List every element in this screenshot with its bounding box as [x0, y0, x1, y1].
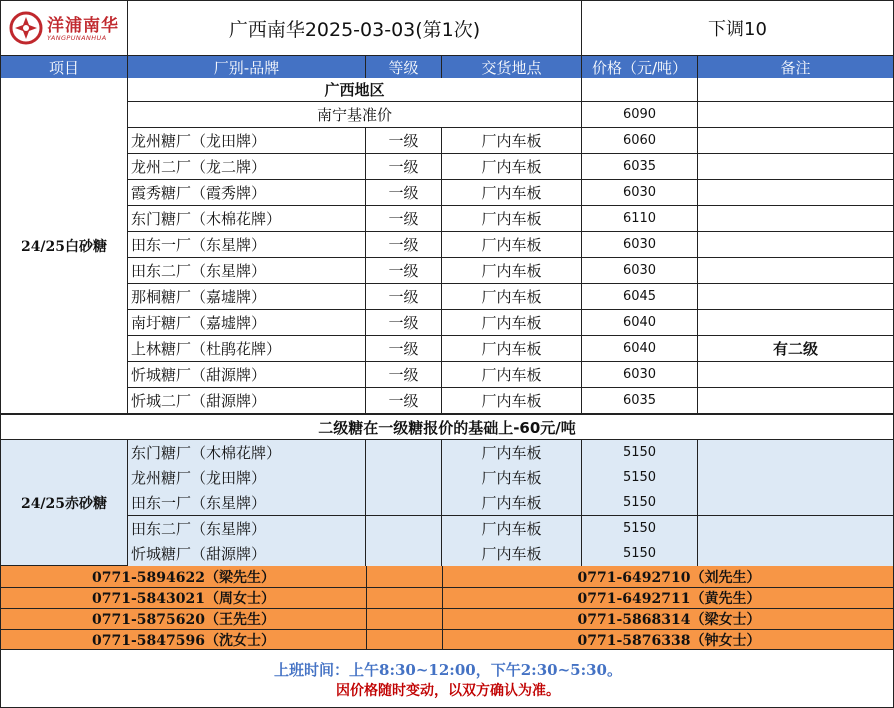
contact-gap: [367, 609, 443, 629]
price-text: 6045: [622, 289, 657, 304]
factory-cell: [128, 440, 366, 466]
grade-cell: [366, 206, 442, 232]
delivery-cell: [442, 465, 582, 491]
factory-text: 龙州二厂（龙二牌）: [131, 158, 267, 176]
base-remark-empty: [698, 102, 894, 128]
delivery-text: 厂内车板: [481, 366, 542, 384]
factory-cell: [128, 206, 366, 232]
price-cell: [582, 232, 698, 258]
grade-cell: [366, 336, 442, 362]
contact-left[interactable]: 0771-5847596（沈女士）: [1, 630, 367, 649]
delivery-text: 厂内车板: [481, 469, 542, 488]
delivery-text: 厂内车板: [481, 184, 542, 202]
price-cell: [582, 362, 698, 388]
remark-cell: [698, 490, 894, 516]
white-sugar-row: [128, 154, 894, 180]
delivery-text: 厂内车板: [481, 158, 542, 176]
price-text: 6030: [622, 263, 657, 278]
col-header-grade: 等级: [366, 56, 442, 78]
grade-cell: [366, 232, 442, 258]
contact-right[interactable]: 0771-6492711（黄先生）: [577, 591, 761, 607]
grade-cell: [366, 362, 442, 388]
remark-cell: [698, 232, 894, 258]
grade-two-note: [0, 414, 894, 440]
factory-text: 田东二厂（东星牌）: [131, 519, 267, 538]
grade-text: 一级: [388, 288, 419, 306]
price-text: 6030: [622, 185, 657, 200]
contact-left[interactable]: 0771-5875620（王先生）: [1, 609, 367, 629]
remark-cell: [698, 128, 894, 154]
grade-text: 一级: [388, 184, 419, 202]
remark-cell: [698, 180, 894, 206]
contact-left[interactable]: 0771-5894622（梁先生）: [1, 566, 367, 587]
logo-icon: [9, 11, 43, 45]
adjustment-note: [582, 0, 894, 56]
category-red-sugar-label: 24/25赤砂糖: [20, 495, 108, 512]
page-title: [128, 0, 582, 56]
grade-cell: [366, 516, 442, 542]
remark-cell: [698, 465, 894, 491]
grade-cell: [366, 128, 442, 154]
adjustment-note-text: 下调10: [708, 19, 767, 40]
price-cell: [582, 336, 698, 362]
grade-text: 一级: [388, 392, 419, 410]
region-header: [128, 78, 582, 102]
delivery-text: 厂内车板: [481, 544, 542, 563]
base-price-value: 6090: [622, 107, 657, 122]
factory-cell: [128, 516, 366, 542]
white-sugar-row: [128, 206, 894, 232]
delivery-cell: [442, 541, 582, 567]
grade-text: 一级: [388, 262, 419, 280]
white-sugar-row: [128, 336, 894, 362]
price-text: 6060: [622, 133, 657, 148]
col-header-price: 价格（元/吨）: [582, 56, 698, 78]
grade-text: 一级: [388, 314, 419, 332]
factory-text: 田东一厂（东星牌）: [131, 494, 267, 513]
grade-cell: [366, 258, 442, 284]
delivery-cell: [442, 180, 582, 206]
logo-cell: [0, 0, 128, 56]
page-title-text: 广西南华2025-03-03(第1次): [228, 18, 481, 41]
white-sugar-row: [128, 232, 894, 258]
grade-text: 一级: [388, 158, 419, 176]
grade-cell: [366, 541, 442, 567]
delivery-cell: [442, 284, 582, 310]
remark-cell: [698, 336, 894, 362]
price-cell: [582, 310, 698, 336]
grade-cell: [366, 310, 442, 336]
delivery-text: 厂内车板: [481, 236, 542, 254]
contact-gap: [367, 566, 443, 587]
delivery-text: 厂内车板: [481, 340, 542, 358]
contact-right[interactable]: 0771-5876338（钟女士）: [577, 632, 761, 649]
price-text: 6040: [622, 341, 657, 356]
factory-text: 龙州糖厂（龙田牌）: [131, 132, 267, 150]
white-sugar-row: [128, 128, 894, 154]
delivery-text: 厂内车板: [481, 494, 542, 513]
factory-text: 霞秀糖厂（霞秀牌）: [131, 184, 267, 202]
base-price-label-cell: [128, 102, 582, 128]
factory-cell: [128, 128, 366, 154]
factory-cell: [128, 388, 366, 414]
factory-text: 上林糖厂（杜鹃花牌）: [131, 340, 282, 358]
col-header-delivery: 交货地点: [442, 56, 582, 78]
factory-cell: [128, 154, 366, 180]
grade-text: 一级: [388, 132, 419, 150]
region-price-empty: [582, 78, 698, 102]
factory-cell: [128, 180, 366, 206]
price-text: 5150: [622, 470, 657, 486]
factory-cell: [128, 258, 366, 284]
delivery-text: 厂内车板: [481, 444, 542, 462]
factory-text: 南圩糖厂（嘉墟牌）: [131, 314, 267, 332]
delivery-cell: [442, 336, 582, 362]
price-cell: [582, 541, 698, 567]
white-sugar-row: [128, 258, 894, 284]
contact-left[interactable]: 0771-5843021（周女士）: [1, 588, 367, 608]
factory-cell: [128, 465, 366, 491]
remark-cell: [698, 154, 894, 180]
grade-cell: [366, 180, 442, 206]
price-disclaimer: 因价格随时变动，以双方确认为准。: [336, 683, 560, 699]
price-cell: [582, 180, 698, 206]
category-white-sugar: [0, 78, 128, 414]
factory-cell: [128, 284, 366, 310]
factory-cell: [128, 362, 366, 388]
price-cell: [582, 440, 698, 466]
factory-cell: [128, 310, 366, 336]
price-cell: [582, 516, 698, 542]
grade-cell: [366, 284, 442, 310]
price-text: 6035: [622, 393, 657, 408]
logo-text-en: YANGPUNANHUA: [47, 34, 107, 42]
factory-text: 忻城糖厂（甜源牌）: [131, 366, 267, 384]
remark-cell: [698, 206, 894, 232]
remark-cell: [698, 310, 894, 336]
category-white-sugar-label: 24/25白砂糖: [20, 238, 108, 255]
contact-right[interactable]: 0771-5868314（梁女士）: [577, 612, 761, 628]
grade-cell: [366, 490, 442, 516]
delivery-text: 厂内车板: [481, 392, 542, 410]
delivery-text: 厂内车板: [481, 210, 542, 228]
remark-cell: [698, 362, 894, 388]
white-sugar-row: [128, 284, 894, 310]
region-label: 广西地区: [324, 81, 385, 99]
logo-text-cn: 洋浦南华: [47, 16, 119, 36]
delivery-cell: [442, 232, 582, 258]
price-text: 5150: [622, 445, 657, 460]
factory-cell: [128, 490, 366, 516]
contact-right[interactable]: 0771-6492710（刘先生）: [577, 569, 761, 586]
red-sugar-row: [128, 465, 894, 491]
base-price-cell: [582, 102, 698, 128]
delivery-cell: [442, 490, 582, 516]
contact-gap: [367, 588, 443, 608]
contact-row: [0, 588, 894, 609]
white-sugar-row: [128, 362, 894, 388]
price-cell: [582, 154, 698, 180]
price-cell: [582, 284, 698, 310]
price-text: 6040: [622, 315, 657, 330]
red-sugar-row: [128, 440, 894, 466]
price-text: 6110: [622, 211, 657, 226]
remark-text: 有二级: [772, 340, 818, 358]
delivery-cell: [442, 440, 582, 466]
contact-row: [0, 630, 894, 650]
category-red-sugar: [0, 440, 128, 566]
delivery-cell: [442, 310, 582, 336]
delivery-cell: [442, 154, 582, 180]
factory-text: 田东二厂（东星牌）: [131, 262, 267, 280]
price-cell: [582, 206, 698, 232]
white-sugar-row: [128, 180, 894, 206]
grade-text: 一级: [388, 236, 419, 254]
factory-cell: [128, 541, 366, 567]
delivery-cell: [442, 258, 582, 284]
price-cell: [582, 128, 698, 154]
factory-cell: [128, 232, 366, 258]
factory-cell: [128, 336, 366, 362]
grade-text: 一级: [388, 210, 419, 228]
contact-row: [0, 566, 894, 588]
red-sugar-row: [128, 490, 894, 516]
grade-cell: [366, 465, 442, 491]
base-price-label: 南宁基准价: [316, 106, 392, 124]
delivery-cell: [442, 128, 582, 154]
factory-text: 那桐糖厂（嘉墟牌）: [131, 288, 267, 306]
col-header-item: 项目: [0, 56, 128, 78]
factory-text: 忻城糖厂（甜源牌）: [131, 544, 267, 563]
grade-text: 一级: [388, 340, 419, 358]
contact-gap: [367, 630, 443, 649]
grade-cell: [366, 440, 442, 466]
factory-text: 田东一厂（东星牌）: [131, 236, 267, 254]
grade-cell: [366, 388, 442, 414]
col-header-factory: 厂别-品牌: [128, 56, 366, 78]
factory-text: 东门糖厂（木棉花牌）: [131, 210, 282, 228]
price-cell: [582, 465, 698, 491]
price-text: 6035: [622, 159, 657, 174]
delivery-cell: [442, 206, 582, 232]
delivery-cell: [442, 362, 582, 388]
white-sugar-row: [128, 310, 894, 336]
red-sugar-row: [128, 516, 894, 542]
price-text: 5150: [622, 520, 657, 536]
delivery-text: 厂内车板: [481, 314, 542, 332]
price-text: 5150: [622, 545, 657, 561]
delivery-text: 厂内车板: [481, 519, 542, 538]
price-cell: [582, 490, 698, 516]
remark-cell: [698, 516, 894, 542]
region-remark-empty: [698, 78, 894, 102]
remark-cell: [698, 388, 894, 414]
delivery-text: 厂内车板: [481, 288, 542, 306]
remark-cell: [698, 284, 894, 310]
footer: [0, 650, 894, 708]
grade-cell: [366, 154, 442, 180]
delivery-text: 厂内车板: [481, 132, 542, 150]
column-header-row: [0, 56, 894, 78]
delivery-text: 厂内车板: [481, 262, 542, 280]
factory-text: 东门糖厂（木棉花牌）: [131, 444, 282, 462]
price-text: 6030: [622, 237, 657, 252]
delivery-cell: [442, 516, 582, 542]
factory-text: 龙州糖厂（龙田牌）: [131, 469, 267, 488]
grade-text: 一级: [388, 366, 419, 384]
price-text: 6030: [622, 367, 657, 382]
remark-cell: [698, 258, 894, 284]
price-text: 5150: [622, 495, 657, 511]
delivery-cell: [442, 388, 582, 414]
white-sugar-row: [128, 388, 894, 414]
red-sugar-row: [128, 541, 894, 567]
grade-two-note-text: 二级糖在一级糖报价的基础上-60元/吨: [318, 418, 576, 437]
price-cell: [582, 258, 698, 284]
remark-cell: [698, 541, 894, 567]
factory-text: 忻城二厂（甜源牌）: [131, 392, 267, 410]
remark-cell: [698, 440, 894, 466]
contact-row: [0, 609, 894, 630]
col-header-remark: 备注: [698, 56, 894, 78]
office-hours: 上班时间：上午8:30~12:00，下午2:30~5:30。: [274, 660, 622, 679]
price-cell: [582, 388, 698, 414]
